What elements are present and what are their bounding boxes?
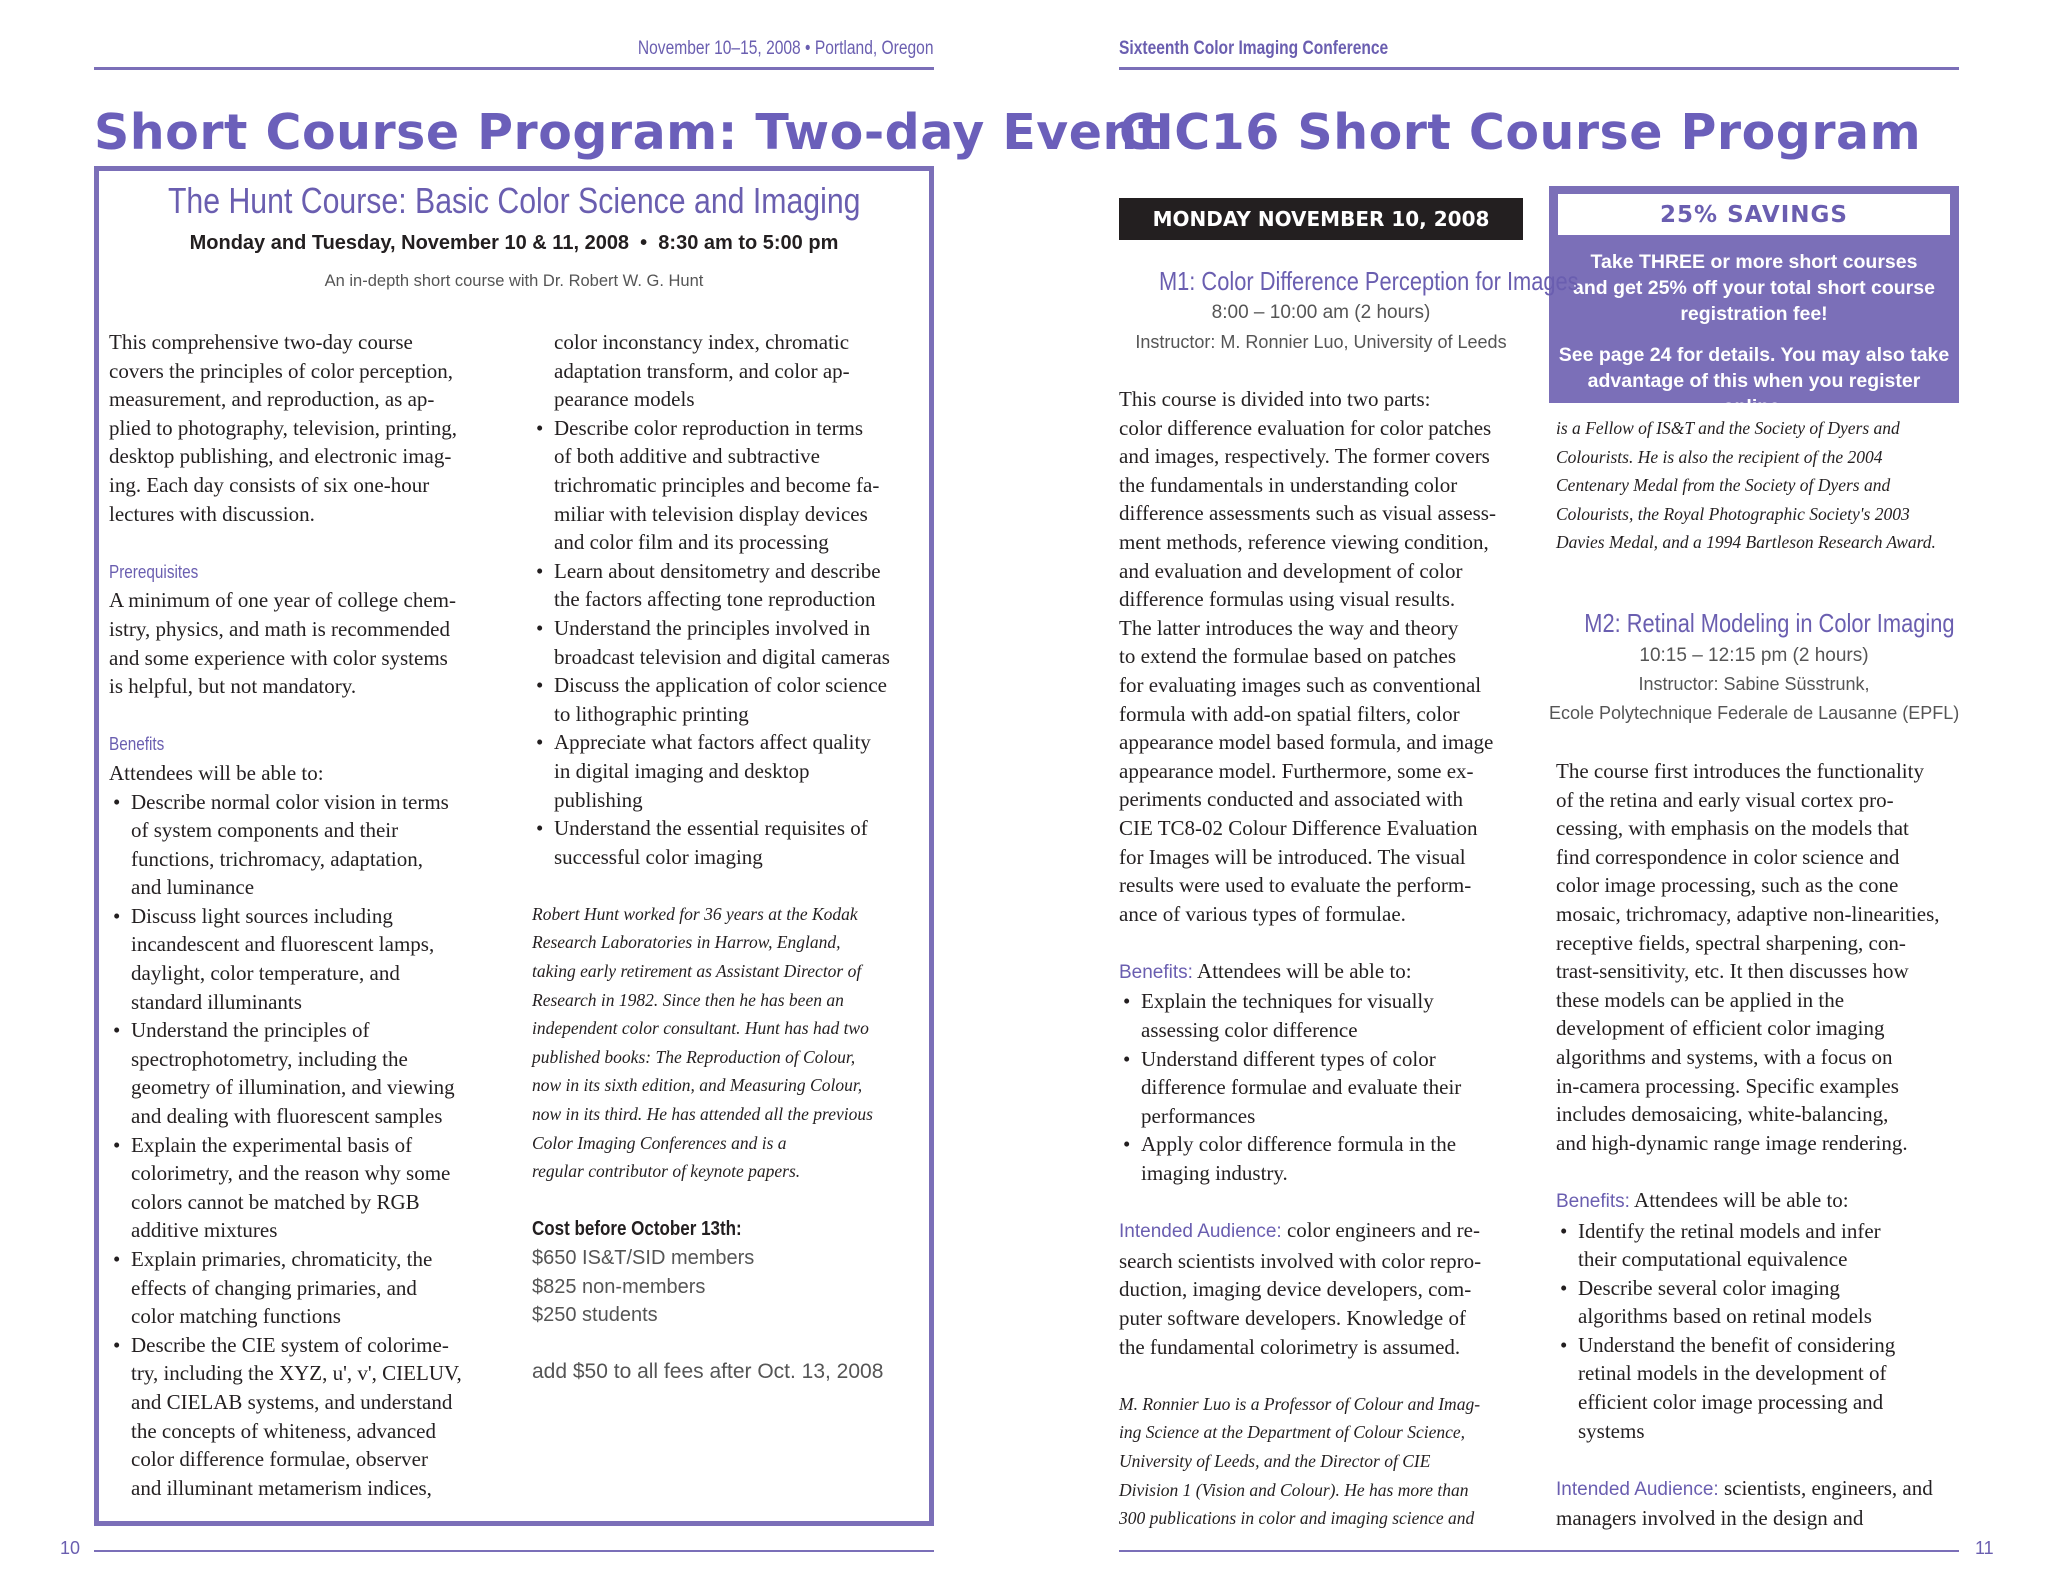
list-item: • Describe normal color vision in terms of system components and their functions, trichromacy, adaptation, and luminance (109, 788, 509, 902)
right-page-number: 11 (1975, 1538, 1994, 1558)
benefits-list-2 (532, 414, 932, 872)
m2-affiliation: Ecole Polytechnique Federale de Lausanne (EPFL) (1549, 703, 1960, 723)
intro-line: covers the principles of color perception, (109, 358, 454, 383)
hunt-course-subtitle: An in-depth short course with Dr. Robert W. G. Hunt (324, 272, 704, 290)
right-running-header: Sixteenth Color Imaging Conference (1119, 38, 1389, 59)
list-item: • Describe several color imaging algorithms based on retinal models (1556, 1274, 1966, 1331)
m2-benefits-list (1556, 1217, 1966, 1446)
savings-box (1549, 186, 1959, 418)
left-page-number: 10 (60, 1538, 81, 1558)
m1-column: This course is divided into two parts: color difference evaluation for color patches and images, respectively. The former covers the fundamentals in understanding color difference assessments such as visual assess- ment methods, reference viewing condition, and evaluation and development of color difference formulas using visual results. The latter introduces the way and theory to extend the formulae based on patches for evaluating images such as conventional formula with add-on spatial filters, color appearance model based formula, and image appearance model. Furthermore, some ex- periments conducted and associated with CIE TC8-02 Colour Difference Evaluation for Images will be introduced. The visual results were used to evaluate the perform- ance of various types of formulae. Benefits: Attendees will be able to: • Explain the techniques for visually assessing color difference • Understand different types of color difference formulae and evaluate their performances • Apply color difference formula in the imaging industry. Intended Audience: color engineers and re- search scientists involved with color repro- duction, imaging device developers, com- puter software developers. Knowledge of the fundamental colorimetry is assumed. M. Ronnier Luo is a Professor of Colour and Imag- ing Science at the Department of Colour Science, University of Leeds, and the Director of CIE Division 1 (Vision and Colour). He has more than 300 publications in color and imaging science and (1119, 385, 1539, 1533)
prereq-line: and some experience with color systems (109, 645, 448, 670)
list-item: • Appreciate what factors affect quality in digital imaging and desktop publishing (532, 728, 932, 814)
m1-benefits-label: Benefits: (1119, 961, 1193, 983)
list-item: • Learn about densitometry and describe the factors affecting tone reproduction (532, 557, 932, 614)
prereq-line: is helpful, but not mandatory. (109, 674, 357, 699)
m2-title: M2: Retinal Modeling in Color Imaging (1584, 608, 1955, 638)
intro-line: This comprehensive two-day course (109, 330, 413, 354)
hunt-bio: Robert Hunt worked for 36 years at the Kodak Research Laboratories in Harrow, England, taking early retirement as Assistant Director of Research in 1982. Since then he has been an independent color consultant. Hunt has had two published books: The Reproduction of Colour, now in its sixth edition, and Measuring Colour, now in its third. He has attended all the previous Color Imaging Conferences and is a regular contributor of keynote papers. (532, 903, 873, 1182)
cost-member: $650 IS&T/SID members (532, 1247, 755, 1269)
list-item: • Apply color difference formula in the imaging industry. (1119, 1130, 1539, 1187)
cost-heading: Cost before October 13th: (532, 1218, 742, 1241)
intro-line: measurement, and reproduction, as ap- (109, 387, 435, 412)
list-item: • Describe color reproduction in terms of both additive and subtractive trichromatic principles and become fa- miliar with television display devices and color film and its processing (532, 414, 932, 557)
m2-time: 10:15 – 12:15 pm (2 hours) (1639, 645, 1869, 666)
savings-heading: 25% SAVINGS (1558, 194, 1950, 235)
left-running-header: November 10–15, 2008 • Portland, Oregon (637, 38, 933, 59)
m1-instructor: Instructor: M. Ronnier Luo, University of Leeds (1135, 332, 1507, 352)
list-item: • Explain primaries, chromaticity, the effects of changing primaries, and color matching functions (109, 1245, 509, 1331)
list-item: • Describe the CIE system of colorime- try, including the XYZ, u', v', CIELUV, and CIELAB systems, and understand the concepts of whiteness, advanced color difference formulae, observer and illuminant metamerism indices, (109, 1331, 509, 1503)
m2-column (1556, 414, 1966, 557)
intro-line: plied to photography, television, printing, (109, 415, 458, 440)
hunt-course-title: The Hunt Course: Basic Color Science and Imaging (167, 180, 861, 221)
late-fee-note: add $50 to all fees after Oct. 13, 2008 (532, 1360, 884, 1384)
benefits-intro: Attendees will be able to: (109, 760, 324, 785)
cost-student: $250 students (532, 1304, 658, 1327)
right-top-rule (1119, 67, 1959, 70)
continuation-line: pearance models (554, 387, 695, 412)
cost-nonmember: $825 non-members (532, 1275, 706, 1298)
list-item: • Identify the retinal models and infer their computational equivalence (1556, 1217, 1966, 1274)
m1-benefits-list (1119, 987, 1539, 1187)
list-item: • Understand the benefit of considering retinal models in the development of efficient color image processing and systems (1556, 1331, 1966, 1445)
list-item: • Understand different types of color difference formulae and evaluate their performances (1119, 1045, 1539, 1131)
list-item: • Explain the experimental basis of colorimetry, and the reason why some colors cannot be matched by RGB additive mixtures (109, 1131, 509, 1245)
m1-bio: M. Ronnier Luo is a Professor of Colour and Imag- ing Science at the Department of Colour Science, University of Leeds, and the Director of CIE Division 1 (Vision and Colour). He has more than 300 publications in color and imaging science and (1119, 1393, 1481, 1529)
intro-line: desktop publishing, and electronic imag- (109, 444, 452, 469)
list-item: • Discuss light sources including incandescent and fluorescent lamps, daylight, color temperature, and standard illuminants (109, 902, 509, 1016)
m1-bio-continued: is a Fellow of IS&T and the Society of Dyers and Colourists. He is also the recipient of the 2004 Centenary Medal from the Society of Dyers and Colourists, the Royal Photographic Society's 2003 Davies Medal, and a 1994 Bartleson Research Award. (1556, 418, 1936, 553)
prerequisites-heading: Prerequisites (109, 561, 199, 582)
prereq-line: istry, physics, and math is recommended (109, 616, 450, 641)
savings-details: See page 24 for details. You may also take advantage of this when you register online. (1558, 344, 1950, 418)
list-item: • Understand the principles involved in broadcast television and digital cameras (532, 614, 932, 671)
hunt-column-1 (109, 328, 509, 1502)
benefits-heading: Benefits (109, 734, 165, 755)
left-bottom-rule (94, 1550, 934, 1552)
m1-title: M1: Color Difference Perception for Images (1158, 266, 1579, 296)
right-page-title: CIC16 Short Course Program (1119, 104, 1922, 161)
m2-body-column: The course first introduces the functionality of the retina and early visual cortex pro- cessing, with emphasis on the models that find correspondence in color science and color image processing, such as the cone mosaic, trichromacy, adaptive non-linearities, receptive fields, spectral sharpening, con- trast-sensitivity, etc. It then discusses how these models can be applied in the development of efficient color imaging algorithms and systems, with a focus on in-camera processing. Specific examples includes demosaicing, white-balancing, and high-dynamic range image rendering. Benefits: Attendees will be able to: • Identify the retinal models and infer their computational equivalence • Describe several color imaging algorithms based on retinal models • Understand the benefit of considering retinal models in the development of efficient color image processing and systems Intended Audience: scientists, engineers, and managers involved in the design and (1556, 757, 1966, 1533)
list-item: • Explain the techniques for visually assessing color difference (1119, 987, 1539, 1044)
continuation-line: color inconstancy index, chromatic (554, 330, 850, 354)
hunt-column-2 (532, 328, 932, 1387)
right-bottom-rule (1119, 1550, 1959, 1552)
continuation-line: adaptation transform, and color ap- (554, 358, 850, 383)
benefits-list-1 (109, 788, 509, 1503)
m2-audience-label: Intended Audience: (1556, 1478, 1719, 1500)
prereq-line: A minimum of one year of college chem- (109, 588, 456, 613)
hunt-course-schedule: Monday and Tuesday, November 10 & 11, 2008 • 8:30 am to 5:00 pm (189, 232, 839, 254)
left-top-rule (94, 67, 934, 70)
list-item: • Understand the principles of spectrophotometry, including the geometry of illumination, and viewing and dealing with fluorescent samples (109, 1016, 509, 1130)
m2-benefits-label: Benefits: (1556, 1190, 1630, 1212)
left-page-title: Short Course Program: Two-day Event (94, 104, 1162, 161)
m1-time: 8:00 – 10:00 am (2 hours) (1211, 302, 1431, 323)
list-item: • Understand the essential requisites of successful color imaging (532, 814, 932, 871)
day-header-bar: MONDAY NOVEMBER 10, 2008 (1119, 198, 1523, 240)
savings-offer: Take THREE or more short courses and get 25% off your total short course registration fee! (1573, 251, 1935, 325)
list-item: • Discuss the application of color science to lithographic printing (532, 671, 932, 728)
m2-instructor: Instructor: Sabine Süsstrunk, (1638, 674, 1870, 694)
intro-line: lectures with discussion. (109, 501, 315, 526)
m1-audience-label: Intended Audience: (1119, 1221, 1282, 1243)
intro-line: ing. Each day consists of six one-hour (109, 472, 430, 497)
